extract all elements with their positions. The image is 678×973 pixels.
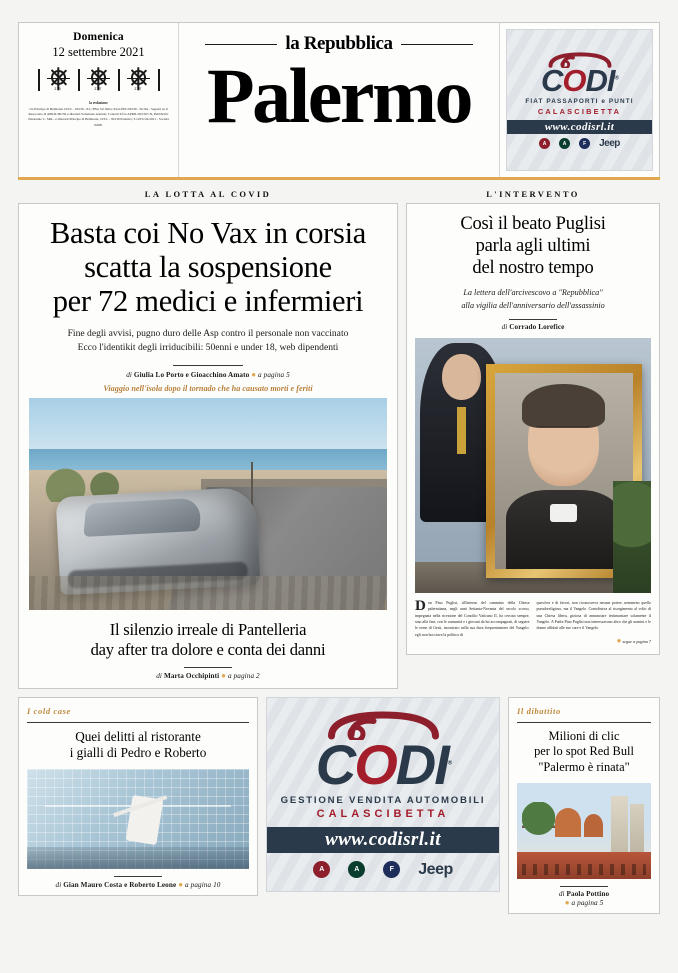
photo-tower: [611, 796, 628, 856]
pantelleria-headline-line: day after tra dolore e conta dei danni: [90, 640, 326, 660]
cold-case-rule: [27, 722, 249, 723]
portrait-hair: [522, 384, 605, 427]
pantelleria-headline: [29, 620, 387, 660]
codi-city: CALASCIBETTA: [316, 807, 450, 820]
alfa-romeo-icon: A: [539, 138, 550, 149]
weather-value: 28: [94, 86, 103, 92]
bottom-ad-column: [266, 697, 500, 914]
sun-icon: [51, 70, 66, 85]
bullet-icon: ●: [178, 880, 184, 890]
byline-divider: [509, 319, 557, 320]
bullet-icon: ●: [616, 635, 622, 645]
byline-prefix: di: [55, 881, 62, 890]
masthead: [18, 22, 660, 177]
intervento-headline-line: del nostro tempo: [472, 257, 594, 278]
cold-case-headline: [27, 729, 249, 761]
cold-case-headline-line: Quei delitti al ristorante: [75, 728, 201, 744]
intervento-body-col-1: [415, 600, 530, 648]
dropcap: D: [415, 598, 426, 615]
lead-subhead: [29, 327, 387, 355]
main-content: [18, 187, 660, 689]
weather-value: 28: [134, 86, 143, 92]
byline-authors: Marta Occhipinti: [163, 671, 220, 680]
intervento-subhead-line: La lettera dell'arcivescovo a "Repubblica": [463, 288, 603, 298]
byline-authors: Paola Pottino: [566, 890, 610, 898]
byline-prefix: di: [558, 890, 565, 898]
codi-wordmark: CODI®: [541, 63, 618, 98]
intervento-story-box[interactable]: [406, 203, 660, 655]
photo-windows: [522, 864, 645, 876]
cold-case-headline-line: i gialli di Pedro e Roberto: [69, 744, 207, 760]
byline-prefix: di: [126, 371, 132, 380]
lead-kicker-wrap: [18, 187, 398, 203]
lead-story-box[interactable]: [18, 203, 398, 689]
codi-ad-small[interactable]: [506, 29, 653, 171]
byline-divider: [184, 667, 232, 668]
sun-icon: [131, 70, 146, 85]
codi-tagline: GESTIONE VENDITA AUTOMOBILI: [280, 794, 486, 806]
byline-prefix: di: [156, 671, 163, 680]
continuation-text: segue a pagina 7: [622, 638, 651, 644]
weather-divider-bar: [158, 69, 160, 91]
byline-divider: [560, 886, 608, 887]
lead-subhead-line: Ecco l'identikit degli irriducibili: 50enni e under 18, web dipendenti: [77, 342, 339, 354]
intervento-body-text-1: on Pino Puglisi, all'interno del cammino della Chiesa palermitana, negli anni Settanta-Novanta del secolo scorso, impegnata nella ricezione del Concilio Vaticano II, ha cercato sempre, sino alla fine, con le comunità e i giovani da lui accompagnati, di seguire le orme di Gesù, incontrato nella sua dura frequentazione del Vangelo: egli non bocciava la politica di: [415, 601, 530, 637]
masthead-fineprint: [25, 101, 172, 128]
intervento-headline-line: Così il beato Puglisi: [460, 214, 606, 234]
dibattito-headline-line: per lo spot Red Bull: [534, 744, 634, 759]
jeep-icon: Jeep: [599, 138, 620, 149]
codi-url[interactable]: www.codisrl.it: [267, 827, 499, 853]
framed-portrait: [495, 373, 633, 569]
left-column: [18, 187, 398, 689]
codi-city: CALASCIBETTA: [537, 107, 622, 116]
byline-divider: [114, 876, 162, 877]
portrait-body: [506, 490, 622, 568]
photo-plant: [613, 481, 651, 593]
weather-value: 26: [54, 86, 63, 92]
dibattito-column: [508, 697, 660, 914]
alfa-romeo-icon: A: [313, 861, 330, 878]
intervento-kicker: L'INTERVENTO: [486, 189, 580, 199]
intervento-headline: [415, 214, 651, 279]
abarth-icon: A: [348, 861, 365, 878]
lead-subhead-line: Fine degli avvisi, pugno duro delle Asp contro il personale non vaccinato: [67, 328, 349, 340]
dibattito-photo: [517, 783, 651, 879]
weather-item: [86, 70, 112, 91]
edition-nameplate: Palermo: [206, 52, 472, 139]
lead-headline: [29, 216, 387, 318]
photo-debris: [29, 576, 387, 610]
pantelleria-page-ref[interactable]: a pagina 2: [228, 671, 260, 680]
dibattito-box[interactable]: [508, 697, 660, 914]
lead-headline-line: per 72 medici e infermieri: [52, 284, 364, 319]
dibattito-headline: [517, 729, 651, 775]
fiat-icon: F: [383, 861, 400, 878]
codi-url[interactable]: www.codisrl.it: [507, 120, 652, 134]
masthead-fineprint-title: la redazione: [89, 101, 108, 106]
codi-wordmark: CODI®: [315, 732, 451, 796]
pantelleria-byline: [29, 671, 387, 680]
cold-case-box[interactable]: [18, 697, 258, 896]
byline-authors: Giulia Lo Porto e Gioacchino Amato: [133, 371, 250, 380]
byline-authors: Corrado Lorefice: [509, 323, 565, 332]
intervento-subhead-line: alla vigilia dell'anniversario dell'assassinio: [461, 300, 605, 310]
masthead-fineprint-body: via Principe di Belmonte 103/C - 90139 - P.I.; BSG Srl Italia; P.zza PPC/90139 - Sicilia - Seguici su il Resoconto di APRIL/90139 e-liberarli Soluzione azienda; Contatti il fax APRIL/90139 CN, Pubblicità: Nazionale C, SPA - e-liberarli Principe di Belmonte, 103/C - 90139 Palermo; T.ci/6%/24/2021 - Società 92081: [28, 106, 169, 127]
codi-brand-logos: [313, 861, 452, 879]
dibattito-byline: [517, 890, 651, 898]
dibattito-page-ref-line: [517, 898, 651, 907]
right-column: [406, 187, 660, 689]
logo-rule-right: [401, 44, 473, 45]
masthead-info-panel: [19, 23, 179, 177]
byline-prefix: di: [501, 323, 508, 332]
lead-headline-line: scatta la sospensione: [84, 250, 332, 285]
portrait-clerical-collar: [550, 504, 578, 522]
lead-headline-line: Basta coi No Vax in corsia: [49, 216, 367, 250]
bullet-icon: ●: [564, 898, 570, 907]
bullet-icon: ●: [221, 670, 227, 680]
byline-authors: Gian Mauro Costa e Roberto Leone: [63, 881, 177, 890]
codi-brand-logos: [539, 138, 620, 149]
pantelleria-photo: [29, 398, 387, 610]
cold-case-byline: [27, 880, 249, 889]
pantelleria-headline-line: Il silenzio irreale di Pantelleria: [109, 620, 307, 640]
photo-shadow: [27, 847, 249, 869]
dibattito-rule: [517, 722, 651, 723]
lead-page-ref[interactable]: a pagina 5: [258, 371, 290, 380]
dibattito-headline-line: "Palermo è rinata": [538, 759, 630, 774]
codi-tagline: FIAT PASSAPORTI e PUNTI: [525, 98, 634, 105]
puglisi-portrait-photo: [415, 338, 651, 593]
intervento-kicker-wrap: [406, 187, 660, 203]
weather-divider-bar: [38, 69, 40, 91]
masthead-ad-slot[interactable]: [499, 23, 659, 177]
intervento-subhead: [415, 287, 651, 312]
cold-case-page-ref[interactable]: a pagina 10: [185, 881, 221, 890]
byline-divider: [173, 365, 243, 366]
intervento-byline: [415, 323, 651, 331]
intervento-body-text-2: quest'era e di favori, non riconosceva nessun potere, nemmeno quello pseudoreligioso, ma il Vangelo. Contribuiva al risorgimento al volto di una Chiesa libera, gioiosa di annunciare testimoniare solamente il Vangelo. A Padre Pino Puglisi non interessavano altro che gli uomini e le donne affidati alle sue cure e il Vangelo.: [536, 601, 651, 631]
weather-divider-bar: [118, 69, 120, 91]
pantelleria-photo-caption: Viaggio nell'isola dopo il tornado che ha causato morti e feriti: [103, 384, 313, 394]
weather-divider-bar: [78, 69, 80, 91]
dibattito-headline-line: Milioni di clic: [548, 728, 620, 743]
codi-ad-large[interactable]: [266, 697, 500, 892]
intervento-headline-line: parla agli ultimi: [475, 235, 591, 256]
photo-pole: [251, 462, 253, 509]
photo-dome-secondary: [584, 814, 603, 837]
cold-case-column: [18, 697, 258, 914]
intervento-continuation[interactable]: [537, 635, 652, 648]
masthead-weekday: Domenica: [73, 31, 124, 43]
jeep-icon: Jeep: [418, 860, 453, 878]
cold-case-photo: [27, 769, 249, 869]
lead-kicker: LA LOTTA AL COVID: [144, 189, 272, 199]
cold-case-kicker: I cold case: [27, 705, 71, 716]
masthead-date: 12 settembre 2021: [52, 45, 145, 60]
dibattito-kicker: Il dibattito: [517, 705, 561, 716]
intervento-body-col-2: [537, 600, 652, 648]
logo-rule-left: [205, 44, 277, 45]
masthead-gold-rule: [18, 177, 660, 180]
fiat-icon: F: [579, 138, 590, 149]
publication-name: la Repubblica: [285, 33, 393, 54]
bullet-icon: ●: [251, 370, 257, 380]
lead-byline: [29, 370, 387, 379]
bottom-row: [18, 697, 660, 914]
photo-dome: [555, 808, 582, 837]
intervento-body-columns: [415, 600, 651, 648]
dibattito-page-ref[interactable]: a pagina 5: [571, 899, 604, 907]
portrait-glasses: [536, 426, 591, 442]
masthead-title-panel: [179, 23, 499, 177]
weather-item: [126, 70, 152, 91]
weather-item: [46, 70, 72, 91]
abarth-icon: A: [559, 138, 570, 149]
photo-tower-secondary: [630, 804, 645, 856]
weather-forecast-row: [25, 69, 172, 91]
sun-icon: [91, 70, 106, 85]
